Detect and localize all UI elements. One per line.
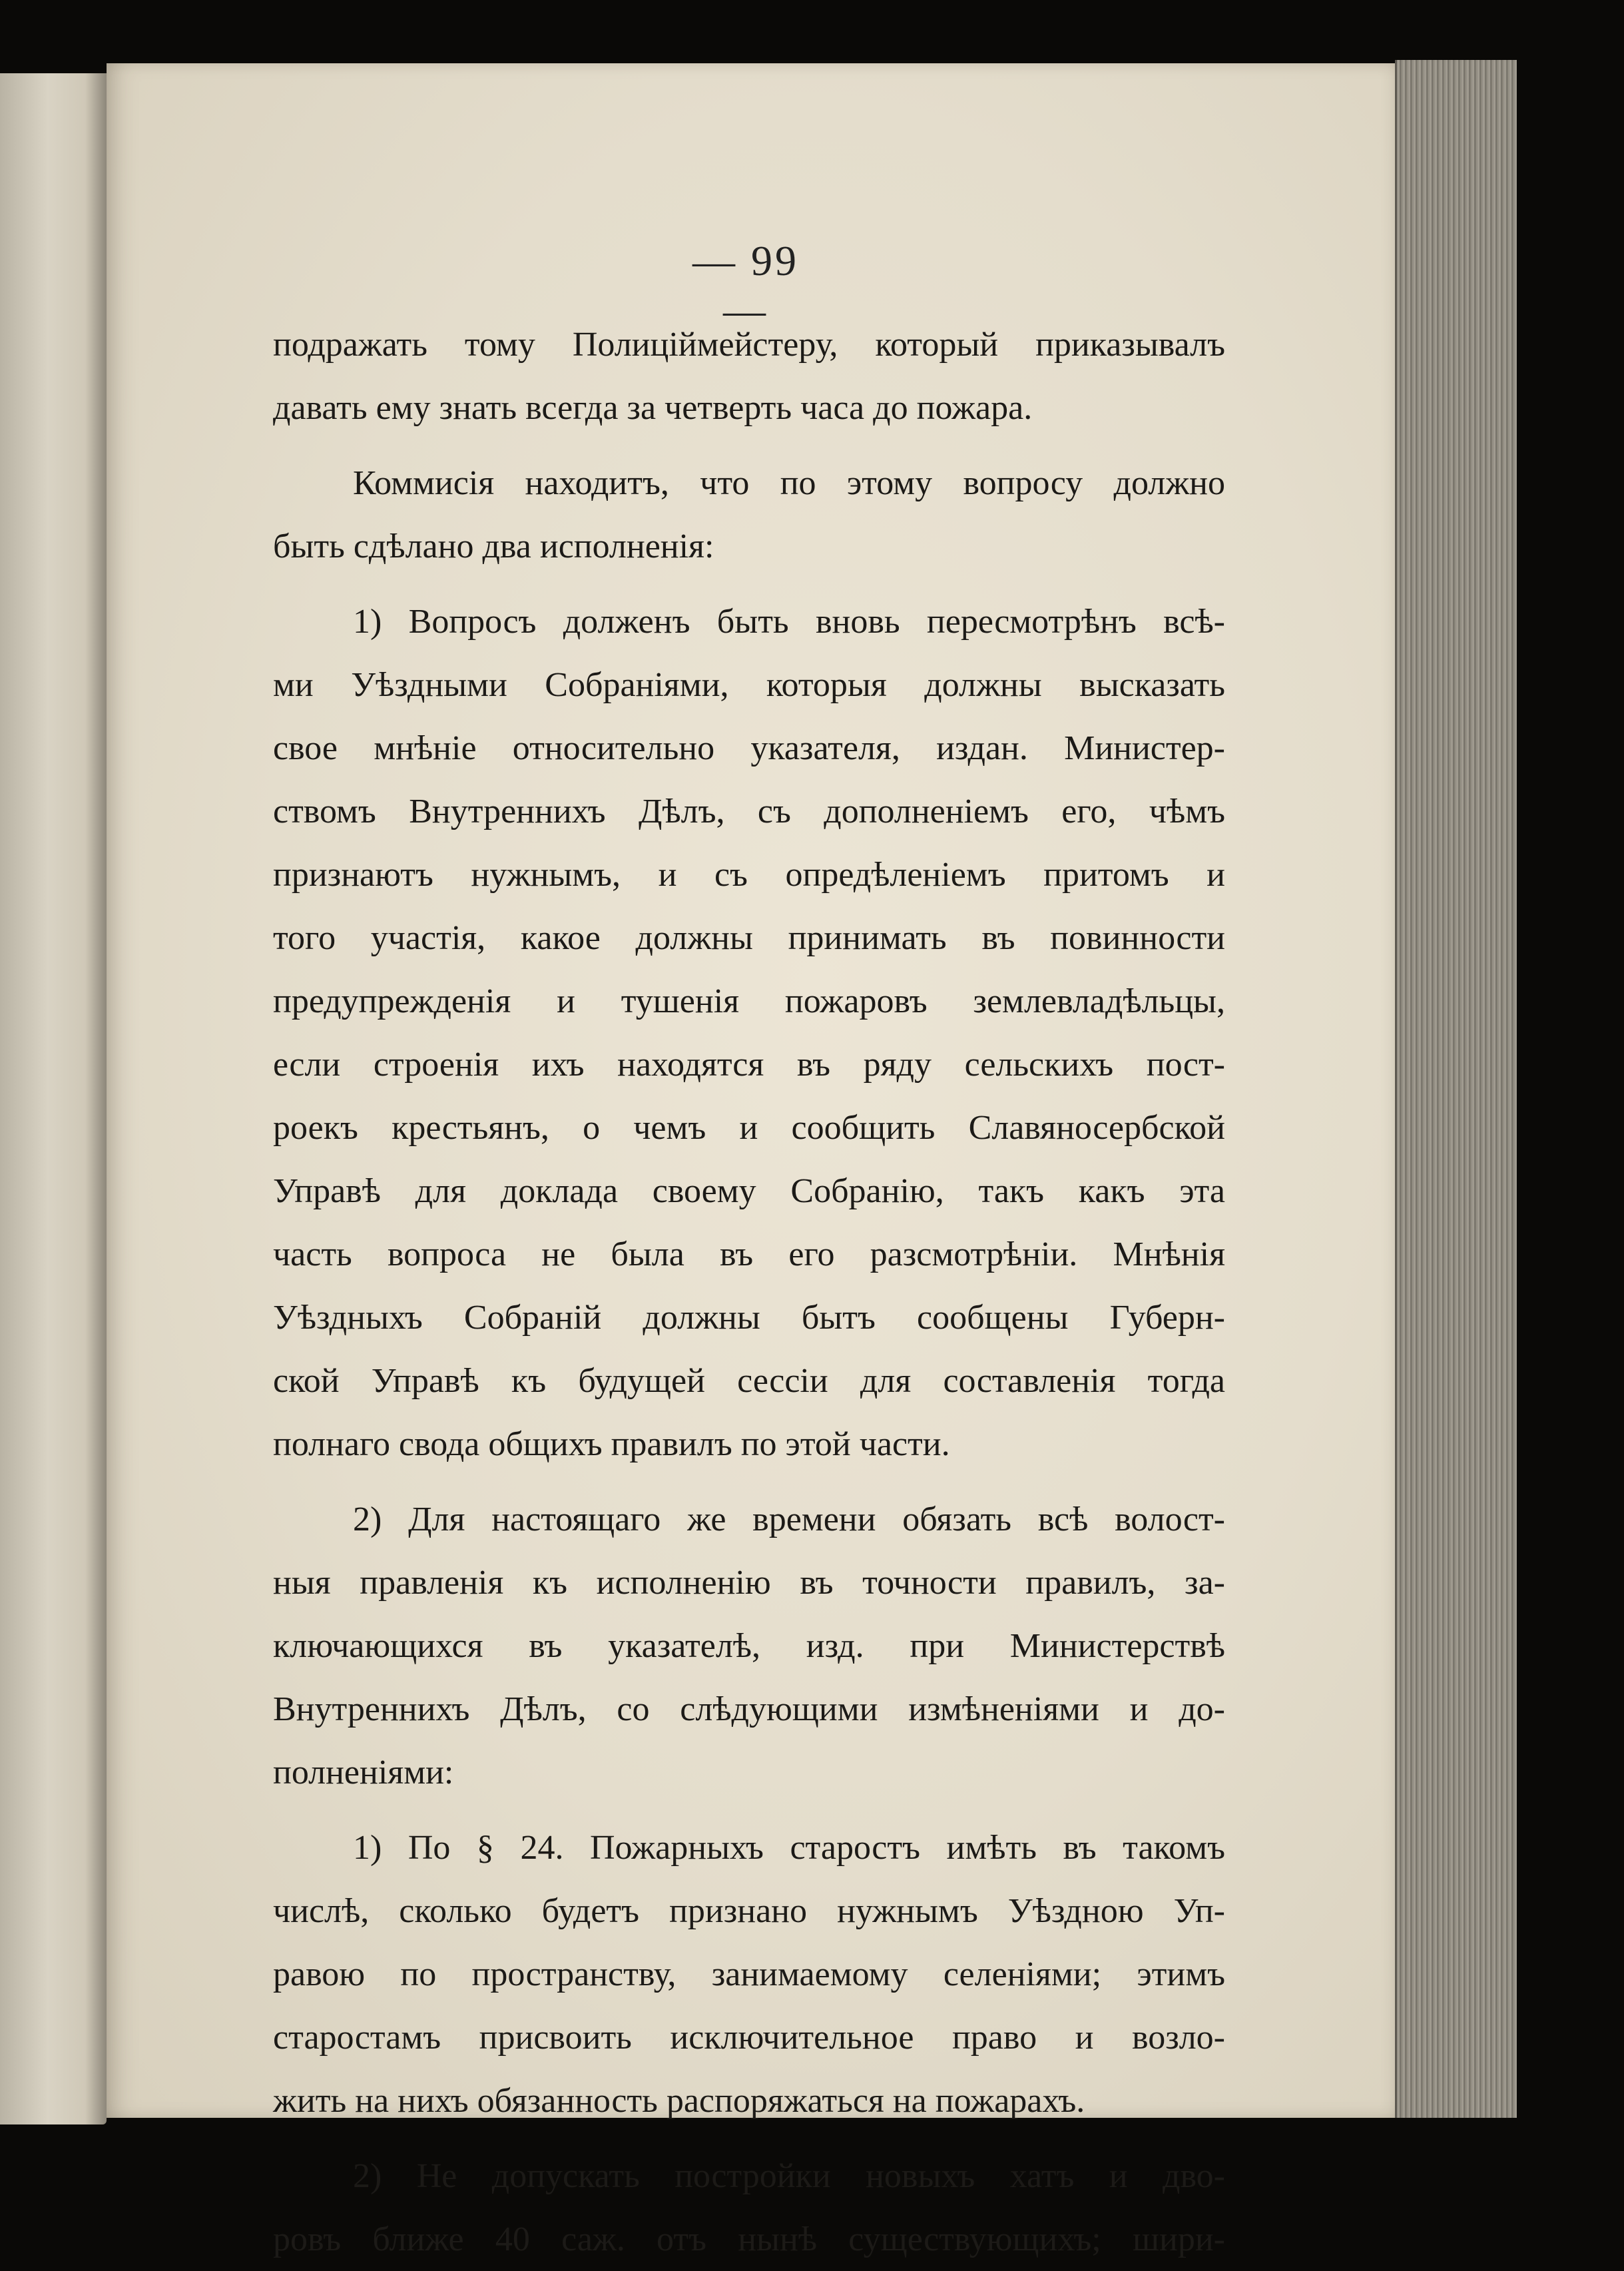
text-line: 2) Не допускать постройки новыхъ хатъ и дво-	[353, 2157, 1225, 2195]
page-stack-edge	[1395, 60, 1517, 2118]
page-text	[273, 313, 1225, 2271]
text-line: жить на нихъ обязанность распоряжаться на пожарахъ.	[273, 2082, 1085, 2120]
text-line: ской Управѣ къ будущей сессiи для составленiя тогда	[273, 1362, 1225, 1400]
paragraph-gap	[273, 2132, 1225, 2144]
text-line: 2) Для настоящаго же времени обязать всѣ волост-	[353, 1500, 1225, 1538]
text-line: быть сдѣлано два исполненiя:	[273, 527, 714, 565]
text-line: числѣ, сколько будетъ признано нужнымъ Уѣздною Уп-	[273, 1892, 1225, 1930]
text-line: ровъ ближе 40 саж. отъ нынѣ существующихъ; шири-	[273, 2220, 1225, 2258]
previous-page-edge	[0, 73, 107, 2124]
text-line: ми Уѣздными Собранiями, которыя должны высказать	[273, 666, 1225, 704]
text-line: 1) По § 24. Пожарныхъ старостъ имѣть въ такомъ	[353, 1829, 1225, 1867]
text-line: давать ему знать всегда за четверть часа до пожара.	[273, 389, 1033, 427]
text-line: предупрежденiя и тушенiя пожаровъ землевладѣльцы,	[273, 982, 1225, 1020]
text-line: полненiями:	[273, 1754, 454, 1791]
text-line: роекъ крестьянъ, о чемъ и сообщить Славяносербской	[273, 1109, 1225, 1147]
text-line: Уѣздныхъ Собранiй должны бытъ сообщены Губерн-	[273, 1299, 1225, 1337]
text-line: свое мнѣнiе относительно указателя, издан. Министер-	[273, 729, 1225, 767]
text-line: Внутреннихъ Дѣлъ, со слѣдующими измѣненiями и до-	[273, 1690, 1225, 1728]
paragraph-gap	[273, 1476, 1225, 1488]
paragraph-gap	[273, 440, 1225, 452]
text-line: полнаго свода общихъ правилъ по этой части.	[273, 1425, 950, 1463]
text-line: Управѣ для доклада своему Собранiю, такъ какъ эта	[273, 1172, 1225, 1210]
text-line: равою по пространству, занимаемому селенiями; этимъ	[273, 1955, 1225, 1993]
text-line: ствомъ Внутреннихъ Дѣлъ, съ дополненiемъ его, чѣмъ	[273, 793, 1225, 830]
text-line: подражать тому Полицiймейстеру, который приказывалъ	[273, 326, 1225, 364]
text-line: ныя правленiя къ исполненiю въ точности правилъ, за-	[273, 1564, 1225, 1602]
text-line: ключающихся въ указателѣ, изд. при Министерствѣ	[273, 1627, 1225, 1665]
text-line: 1) Вопросъ долженъ быть вновь пересмотрѣнъ всѣ-	[353, 603, 1225, 641]
text-line: Коммисiя находитъ, что по этому вопросу должно	[353, 464, 1225, 502]
text-line: часть вопроса не была въ его разсмотрѣнiи. Мнѣнiя	[273, 1235, 1225, 1273]
text-line: того участiя, какое должны принимать въ повинности	[273, 919, 1225, 957]
paragraph-gap	[273, 1804, 1225, 1816]
text-line: если строенiя ихъ находятся въ ряду сельскихъ пост-	[273, 1046, 1225, 1084]
text-line: признаютъ нужнымъ, и съ опредѣленiемъ притомъ и	[273, 856, 1225, 894]
paragraph-gap	[273, 578, 1225, 590]
page-number: — 99 —	[692, 237, 799, 334]
text-line: старостамъ присвоить исключительное право и возло-	[273, 2019, 1225, 2057]
